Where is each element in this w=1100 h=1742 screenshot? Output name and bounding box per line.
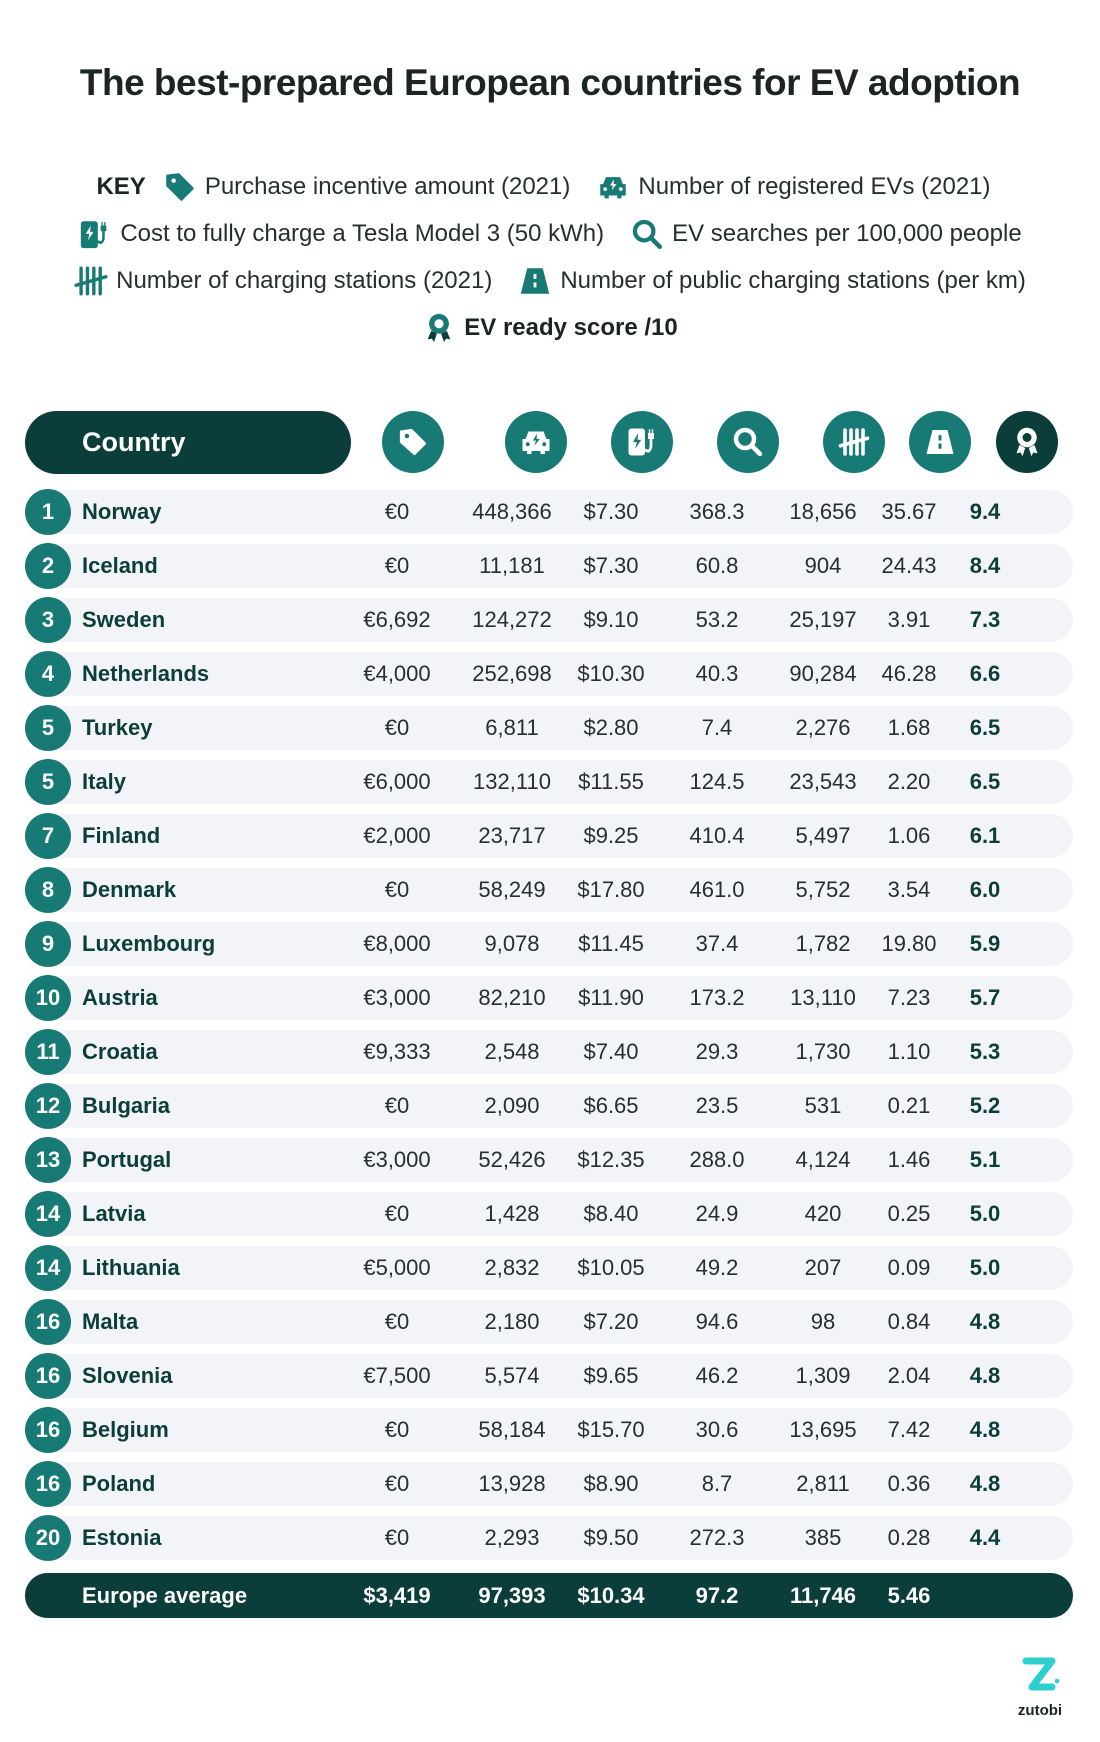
country-name: Iceland (82, 553, 158, 578)
registered-evs-cell: 252,698 (472, 661, 552, 686)
tag-icon (163, 170, 197, 204)
registered-evs-cell: 52,426 (478, 1147, 546, 1172)
charge-cost-cell: $10.05 (577, 1255, 645, 1280)
tally-icon (74, 264, 108, 298)
country-name: Netherlands (82, 661, 210, 686)
table-row (25, 814, 1073, 858)
ev-score-cell: 4.8 (969, 1363, 1001, 1388)
table-row (25, 976, 1073, 1020)
table-row (25, 1138, 1073, 1182)
key-item-charge-cost (78, 217, 604, 251)
searches-cell: 60.8 (695, 553, 739, 578)
registered-evs-cell: 82,210 (478, 985, 546, 1010)
ev-score-cell: 4.8 (969, 1417, 1001, 1442)
tally-icon (823, 411, 885, 473)
public-stations-cell: 0.25 (887, 1201, 931, 1226)
ev-score-cell: 6.6 (969, 661, 1001, 686)
rank-badge: 16 (25, 1353, 71, 1399)
country-name: Slovenia (82, 1363, 173, 1388)
registered-evs-cell: 448,366 (472, 499, 552, 524)
registered-evs-cell: 58,184 (478, 1417, 546, 1442)
rank-badge: 2 (25, 543, 71, 589)
country-name: Belgium (82, 1417, 169, 1442)
public-stations-cell: 1.68 (887, 715, 931, 740)
key-item-score (422, 311, 677, 345)
ev-score-cell: 9.4 (969, 499, 1001, 524)
key-title: KEY (96, 173, 146, 200)
public-stations-cell: 0.36 (887, 1471, 931, 1496)
search-icon (630, 217, 664, 251)
country-name: Estonia (82, 1525, 162, 1550)
charging-station-icon (611, 411, 673, 473)
charging-stations-cell: 5,497 (795, 823, 851, 848)
charging-stations-cell: 207 (804, 1255, 842, 1280)
page-title: The best-prepared European countries for EV adoption (79, 62, 1021, 103)
charging-stations-cell: 420 (804, 1201, 842, 1226)
incentive-cell: €0 (384, 715, 410, 740)
incentive-cell: €0 (384, 1525, 410, 1550)
charge-cost-cell: $6.65 (583, 1093, 639, 1118)
table-row (25, 1516, 1073, 1560)
searches-cell: 94.6 (695, 1309, 739, 1334)
charging-stations-cell: 25,197 (789, 607, 857, 632)
table-row (25, 922, 1073, 966)
key-line-1 (0, 170, 1100, 204)
key-label: Number of charging stations (2021) (116, 267, 493, 294)
charge-cost-cell: $7.20 (583, 1309, 639, 1334)
table-row (25, 598, 1073, 642)
registered-evs-cell: 9,078 (484, 931, 540, 956)
incentive-cell: €4,000 (363, 661, 431, 686)
public-stations-cell: 3.54 (887, 877, 931, 902)
searches-cell: 53.2 (695, 607, 739, 632)
charging-stations-cell: 4,124 (795, 1147, 851, 1172)
public-stations-cell: 7.23 (887, 985, 931, 1010)
charging-stations-cell: 2,811 (796, 1471, 850, 1496)
charging-station-icon (78, 217, 112, 251)
public-stations-cell: 0.28 (887, 1525, 931, 1550)
public-stations-cell: 1.10 (887, 1039, 931, 1064)
country-name: Lithuania (82, 1255, 180, 1280)
ev-score-cell: 5.0 (969, 1201, 1001, 1226)
country-name: Finland (82, 823, 161, 848)
searches-cell: 49.2 (695, 1255, 739, 1280)
searches-cell: 46.2 (695, 1363, 739, 1388)
table-row (25, 1462, 1073, 1506)
charging-stations-cell: 5,752 (795, 877, 851, 902)
registered-evs-cell: 2,180 (484, 1309, 540, 1334)
charge-cost-cell: $9.50 (583, 1525, 639, 1550)
charge-cost-cell: $15.70 (577, 1417, 645, 1442)
key-label: Number of registered EVs (2021) (638, 173, 991, 200)
charge-cost-cell: $9.10 (583, 607, 639, 632)
table-row (25, 1084, 1073, 1128)
rank-badge: 3 (25, 597, 71, 643)
registered-evs-cell: 2,293 (484, 1525, 540, 1550)
ev-score-cell: 8.4 (969, 553, 1001, 578)
incentive-cell: €7,500 (363, 1363, 431, 1388)
key-item-public-stations (518, 264, 1026, 298)
incentive-cell: €3,000 (363, 1147, 431, 1172)
public-stations-cell: 2.04 (887, 1363, 931, 1388)
country-column-header: Country (25, 411, 351, 474)
charge-cost-cell: $11.90 (578, 985, 644, 1010)
average-charge-cost: $10.34 (577, 1583, 645, 1608)
charging-stations-cell: 2,276 (795, 715, 851, 740)
ev-score-cell: 4.8 (969, 1309, 1001, 1334)
average-searches: 97.2 (695, 1583, 739, 1608)
searches-cell: 40.3 (695, 661, 739, 686)
searches-cell: 29.3 (695, 1039, 739, 1064)
registered-evs-cell: 2,090 (484, 1093, 540, 1118)
public-stations-cell: 0.21 (887, 1093, 931, 1118)
charge-cost-cell: $12.35 (577, 1147, 645, 1172)
ev-score-cell: 6.0 (969, 877, 1001, 902)
charging-stations-cell: 1,782 (795, 931, 851, 956)
table-row (25, 1192, 1073, 1236)
key-label: Purchase incentive amount (2021) (204, 173, 571, 200)
rank-badge: 4 (25, 651, 71, 697)
country-name: Croatia (82, 1039, 158, 1064)
public-stations-cell: 0.84 (887, 1309, 931, 1334)
charge-cost-cell: $8.40 (583, 1201, 639, 1226)
registered-evs-cell: 6,811 (485, 715, 539, 740)
country-name: Norway (82, 499, 162, 524)
ev-score-cell: 4.8 (969, 1471, 1001, 1496)
charging-stations-cell: 1,309 (795, 1363, 851, 1388)
incentive-cell: €0 (384, 1309, 410, 1334)
key-label: Cost to fully charge a Tesla Model 3 (50 kWh) (120, 220, 605, 247)
public-stations-cell: 7.42 (887, 1417, 931, 1442)
rank-badge: 1 (25, 489, 71, 535)
charge-cost-cell: $7.40 (583, 1039, 639, 1064)
searches-cell: 24.9 (695, 1201, 739, 1226)
incentive-cell: €0 (384, 1471, 410, 1496)
average-stations: 11,746 (789, 1583, 857, 1608)
charge-cost-cell: $8.90 (583, 1471, 639, 1496)
rank-badge: 11 (25, 1029, 71, 1075)
incentive-cell: €0 (384, 1093, 410, 1118)
registered-evs-cell: 124,272 (472, 607, 552, 632)
rank-badge: 16 (25, 1461, 71, 1507)
charging-stations-cell: 90,284 (789, 661, 857, 686)
charging-stations-cell: 13,110 (790, 985, 856, 1010)
key-item-incentive (163, 170, 571, 204)
incentive-cell: €3,000 (363, 985, 431, 1010)
public-stations-cell: 2.20 (887, 769, 931, 794)
key-line-4 (0, 311, 1100, 345)
key-line-2 (0, 217, 1100, 251)
charge-cost-cell: $10.30 (577, 661, 645, 686)
country-name: Latvia (82, 1201, 146, 1226)
searches-cell: 272.3 (689, 1525, 745, 1550)
ev-score-cell: 5.7 (969, 985, 1001, 1010)
table-row (25, 868, 1073, 912)
table-row (25, 760, 1073, 804)
rank-badge: 7 (25, 813, 71, 859)
rank-badge: 14 (25, 1191, 71, 1237)
zutobi-z-icon (1020, 1655, 1060, 1695)
incentive-cell: €5,000 (363, 1255, 431, 1280)
country-name: Bulgaria (82, 1093, 171, 1118)
country-name: Denmark (82, 877, 177, 902)
charge-cost-cell: $2.80 (583, 715, 639, 740)
charging-stations-cell: 13,695 (789, 1417, 857, 1442)
ev-score-cell: 6.1 (969, 823, 1001, 848)
average-incentive: $3,419 (363, 1583, 431, 1608)
incentive-cell: €8,000 (363, 931, 431, 956)
ev-score-cell: 5.0 (969, 1255, 1001, 1280)
incentive-cell: €6,000 (363, 769, 431, 794)
incentive-cell: €9,333 (363, 1039, 431, 1064)
rank-badge: 16 (25, 1407, 71, 1453)
incentive-cell: €0 (384, 1201, 410, 1226)
searches-cell: 410.4 (689, 823, 745, 848)
registered-evs-cell: 5,574 (484, 1363, 540, 1388)
registered-evs-cell: 11,181 (479, 553, 545, 578)
ev-score-cell: 6.5 (969, 715, 1001, 740)
key-item-charging-stations (74, 264, 492, 298)
rank-badge: 8 (25, 867, 71, 913)
searches-cell: 37.4 (695, 931, 739, 956)
key-line-3 (0, 264, 1100, 298)
average-evs: 97,393 (478, 1583, 546, 1608)
ev-score-cell: 4.4 (969, 1525, 1001, 1550)
charging-stations-cell: 98 (810, 1309, 836, 1334)
incentive-cell: €0 (384, 877, 410, 902)
country-name: Portugal (82, 1147, 172, 1172)
key-item-searches (630, 217, 1022, 251)
registered-evs-cell: 1,428 (484, 1201, 540, 1226)
country-name: Poland (82, 1471, 156, 1496)
searches-cell: 173.2 (689, 985, 745, 1010)
road-icon (909, 411, 971, 473)
incentive-cell: €0 (384, 1417, 410, 1442)
charging-stations-cell: 385 (804, 1525, 842, 1550)
public-stations-cell: 24.43 (881, 553, 937, 578)
public-stations-cell: 0.09 (887, 1255, 931, 1280)
award-icon (996, 411, 1058, 473)
ev-score-cell: 5.9 (969, 931, 1001, 956)
table-row (25, 490, 1073, 534)
public-stations-cell: 1.46 (887, 1147, 931, 1172)
searches-cell: 8.7 (701, 1471, 733, 1496)
electric-car-icon (505, 411, 567, 473)
charge-cost-cell: $11.45 (578, 931, 644, 956)
public-stations-cell: 35.67 (881, 499, 937, 524)
searches-cell: 30.6 (695, 1417, 739, 1442)
rank-badge: 14 (25, 1245, 71, 1291)
charging-stations-cell: 23,543 (789, 769, 857, 794)
registered-evs-cell: 132,110 (473, 769, 551, 794)
country-name: Sweden (82, 607, 166, 632)
key-item-registered-evs (596, 170, 990, 204)
ev-score-cell: 7.3 (969, 607, 1001, 632)
charge-cost-cell: $7.30 (583, 553, 639, 578)
ev-score-cell: 6.5 (969, 769, 1001, 794)
ev-score-cell: 5.2 (969, 1093, 1001, 1118)
public-stations-cell: 3.91 (887, 607, 931, 632)
table-row (25, 1354, 1073, 1398)
average-public-per-km: 5.46 (887, 1583, 931, 1608)
rank-badge: 20 (25, 1515, 71, 1561)
searches-cell: 7.4 (701, 715, 733, 740)
country-name: Austria (82, 985, 158, 1010)
charge-cost-cell: $9.25 (583, 823, 639, 848)
registered-evs-cell: 2,832 (484, 1255, 540, 1280)
rank-badge: 5 (25, 759, 71, 805)
country-name: Italy (82, 769, 127, 794)
europe-average-row (25, 1573, 1073, 1618)
average-label: Europe average (82, 1583, 248, 1608)
award-icon (422, 311, 456, 345)
ev-score-cell: 5.3 (969, 1039, 1001, 1064)
charge-cost-cell: $11.55 (578, 769, 644, 794)
charging-stations-cell: 904 (804, 553, 842, 578)
key-label: Number of public charging stations (per km) (560, 267, 1026, 294)
public-stations-cell: 19.80 (881, 931, 937, 956)
public-stations-cell: 1.06 (887, 823, 931, 848)
registered-evs-cell: 23,717 (478, 823, 546, 848)
rank-badge: 13 (25, 1137, 71, 1183)
key-label: EV searches per 100,000 people (672, 220, 1022, 247)
table-row (25, 1300, 1073, 1344)
country-name: Turkey (82, 715, 153, 740)
table-row (25, 1030, 1073, 1074)
table-row (25, 544, 1073, 588)
registered-evs-cell: 2,548 (484, 1039, 540, 1064)
registered-evs-cell: 13,928 (478, 1471, 546, 1496)
charge-cost-cell: $7.30 (583, 499, 639, 524)
rank-badge: 5 (25, 705, 71, 751)
rank-badge: 9 (25, 921, 71, 967)
rank-badge: 12 (25, 1083, 71, 1129)
road-icon (518, 264, 552, 298)
rank-badge: 10 (25, 975, 71, 1021)
incentive-cell: €6,692 (363, 607, 431, 632)
searches-cell: 288.0 (689, 1147, 745, 1172)
charging-stations-cell: 18,656 (789, 499, 857, 524)
ev-score-cell: 5.1 (969, 1147, 1001, 1172)
charge-cost-cell: $9.65 (583, 1363, 639, 1388)
electric-car-icon (596, 170, 630, 204)
incentive-cell: €0 (384, 553, 410, 578)
searches-cell: 23.5 (695, 1093, 739, 1118)
registered-evs-cell: 58,249 (478, 877, 546, 902)
public-stations-cell: 46.28 (881, 661, 937, 686)
searches-cell: 368.3 (689, 499, 745, 524)
country-name: Malta (82, 1309, 139, 1334)
tag-icon (382, 411, 444, 473)
key-label: EV ready score /10 (464, 314, 678, 341)
rank-badge: 16 (25, 1299, 71, 1345)
table-row (25, 706, 1073, 750)
search-icon (717, 411, 779, 473)
brand-name: zutobi (1017, 1702, 1063, 1719)
charging-stations-cell: 531 (804, 1093, 842, 1118)
zutobi-logo (1010, 1655, 1070, 1719)
country-name: Luxembourg (82, 931, 216, 956)
charging-stations-cell: 1,730 (795, 1039, 851, 1064)
incentive-cell: €2,000 (363, 823, 431, 848)
table-row (25, 1246, 1073, 1290)
incentive-cell: €0 (384, 499, 410, 524)
searches-cell: 124.5 (689, 769, 745, 794)
charge-cost-cell: $17.80 (577, 877, 645, 902)
table-row (25, 1408, 1073, 1452)
table-row (25, 652, 1073, 696)
searches-cell: 461.0 (689, 877, 745, 902)
